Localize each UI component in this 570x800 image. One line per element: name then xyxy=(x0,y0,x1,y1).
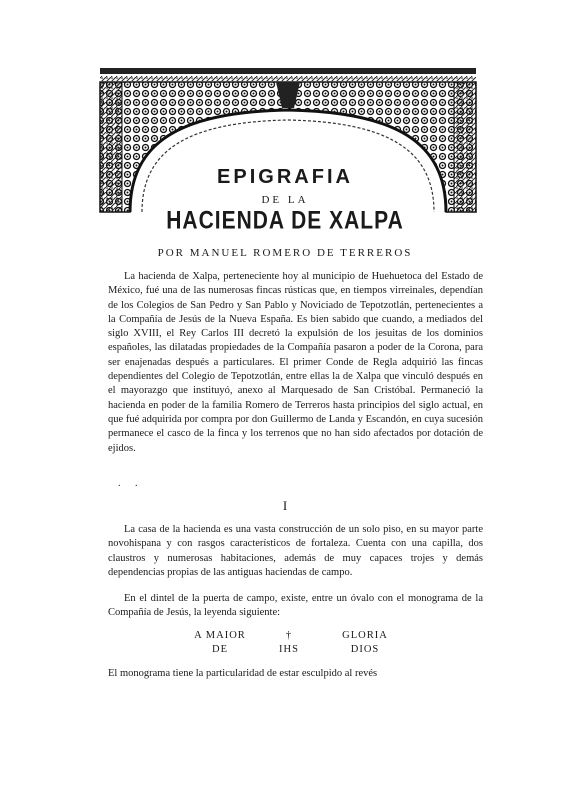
inscription-right-top: GLORIA xyxy=(342,630,388,641)
section-number: I xyxy=(282,498,288,513)
paragraph-monogram: El monograma tiene la particularidad de estar esculpido al revés xyxy=(108,668,378,679)
ornamental-arch-illustration xyxy=(96,62,480,214)
section-separator: . . xyxy=(118,478,144,489)
paragraph-lintel: En el dintel de la puerta de campo, existe, entre un óvalo con el monograma de la Compañía de Jesús, la leyenda siguiente: xyxy=(108,593,483,619)
title-connector: DE LA xyxy=(261,194,309,206)
inscription-left-bottom: DE xyxy=(212,644,228,655)
inscription-right-bottom: DIOS xyxy=(350,644,380,655)
article-subtitle: HACIENDA DE XALPA xyxy=(166,207,404,235)
paragraph-house-description: La casa de la hacienda es una vasta construcción de un solo piso, en su mayor parte novohispana y con rasgos característicos de fortaleza. Cuenta con una capilla, dos claustros y numerosas habitaciones, además de muy capaces trojes y demás dependencias propias de las antiguas haciendas de campo. xyxy=(108,524,483,578)
author-byline: POR MANUEL ROMERO DE TERREROS xyxy=(157,247,413,259)
paragraph-intro: La hacienda de Xalpa, perteneciente hoy al municipio de Huehuetoca del Estado de México, fué una de las numerosas fincas rústicas que, en tiempos virreinales, dependían de los Colegios de San Pedro y San Pablo y Noviciado de Tepotzotlán, pertenecientes a la Compañía de Jesús de la Nueva España. Es bien sabido que cuando, a mediados del siglo XVIII, el Rey Carlos III decretó la expulsión de los jesuitas de los dominios españoles, las dilatadas propiedades de la Compañía pasaron a poder de la Corona, para ser enajenadas después a particulares. El primer Conde de Regla adquirió las fincas dependientes del Colegio de Tepotzotlán, entre ellas la de Xalpa que vinculó después en el mayorazgo que instituyó, anexo al Marquesado de San Cristóbal. Permaneció la hacienda en poder de la familia Romero de Terreros hasta principios del siglo actual, en que fué adquirida por compra por don Guillermo de Landa y Escandón, en cuya sucesión permanece el casco de la finca y los terrenos que no han sido afectados por dotación de ejidos. xyxy=(108,271,483,454)
inscription-center-top: † xyxy=(285,630,293,641)
inscription-center-bottom: IHS xyxy=(279,644,299,655)
article-title: EPIGRAFIA xyxy=(217,166,353,188)
inscription-left-top: A MAIOR xyxy=(194,630,246,641)
